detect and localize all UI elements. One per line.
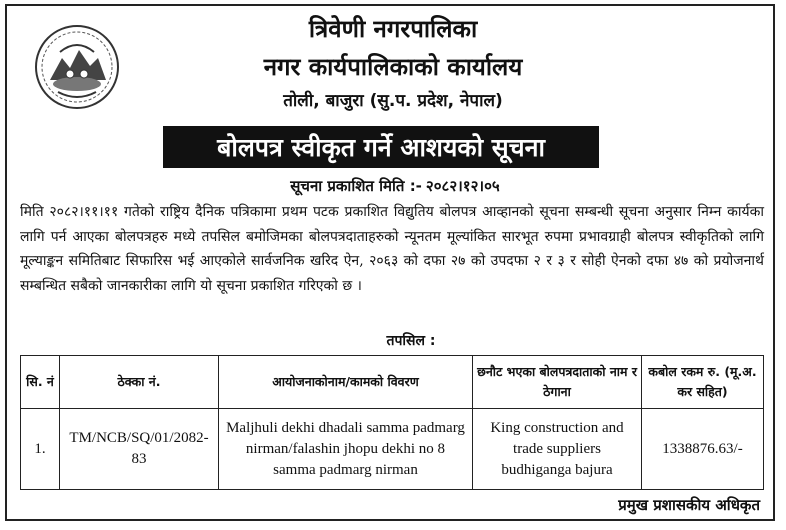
cell-project: Maljhuli dekhi dhadali samma padmarg nirman/falashin jhopu dekhi no 8 samma padmarg nirman [219,409,473,490]
table-row [21,409,764,490]
office-address: तोली, बाजुरा (सु.प. प्रदेश, नेपाल) [283,91,503,111]
cell-bidder: King construction and trade suppliers budhiganga bajura [473,409,642,490]
notice-title: बोलपत्र स्वीकृत गर्ने आशयको सूचना [217,133,545,162]
cell-amount: 1338876.63/- [642,409,764,490]
published-label: सूचना प्रकाशित मिति :- [290,177,422,195]
cell-contract-no: TM/NCB/SQ/01/2082-83 [60,409,219,490]
published-date-line [0,176,786,196]
notice-title-banner [163,126,599,168]
signatory: प्रमुख प्रशासकीय अधिकृत [618,496,760,514]
cell-serial: 1. [21,409,60,490]
published-date: २०८२।१२।०५ [425,177,500,195]
details-label: तपसिल : [386,333,436,349]
header-project: आयोजनाकोनाम/कामको विवरण [219,356,473,409]
header-serial: सि. नं [21,356,60,409]
header-contract-no: ठेक्का नं. [60,356,219,409]
office-name: नगर कार्यपालिकाको कार्यालय [263,53,523,81]
bid-table [20,355,764,490]
notice-body: मिति २०८२।११।११ गतेको राष्ट्रिय दैनिक पत्रिकामा प्रथम पटक प्रकाशित विद्युतिय बोलपत्र आव्हानको सूचना सम्बन्धी सूचना अनुसार निम्न कार्यका लागि पर्न आएका बोलपत्रहरु मध्ये तपसिल बमोजिमका बोलपत्रदाताहरुको न्यूनतम मूल्यांकित सारभूत रुपमा प्रभावग्राही बोलपत्र स्वीकृतिको लागि मूल्याङ्कन समितिबाट सिफारिस भई आएकोले सार्वजनिक खरिद ऐन, २०६३ को दफा २७ को उपदफा २ र ३ र सोही ऐनको दफा ४७ को प्रयोजनार्थ सम्बन्धित सबैको जानकारीका लागि यो सूचना प्रकाशित गरिएको छ । [20,204,764,294]
header-bidder: छनौट भएका बोलपत्रदाताको नाम र ठेगाना [473,356,642,409]
municipality-name: त्रिवेणी नगरपालिका [308,15,478,43]
table-header-row [21,356,764,409]
header-amount: कबोल रकम रु. (मू.अ. कर सहित) [642,356,764,409]
